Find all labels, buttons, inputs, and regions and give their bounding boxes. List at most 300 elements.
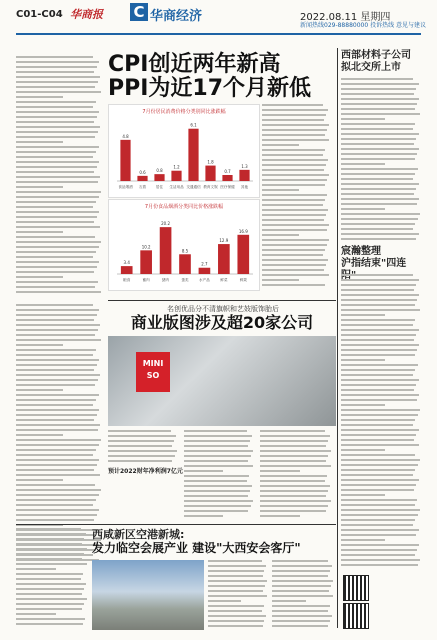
bar [171, 171, 181, 181]
body-text-line [184, 485, 252, 487]
bar [120, 140, 130, 181]
body-text-line [341, 434, 416, 436]
body-text-line [262, 264, 326, 266]
data-label: 4.8 [122, 133, 129, 139]
body-text-line [16, 186, 63, 188]
bar [137, 176, 147, 181]
body-text-line [260, 485, 330, 487]
body-text-line [341, 198, 419, 200]
body-text-line [184, 480, 247, 482]
header-rule [16, 33, 421, 35]
data-label: 1.3 [241, 163, 248, 169]
body-text-line [16, 309, 99, 311]
body-text-line [16, 568, 56, 570]
body-text-line [260, 460, 326, 462]
body-text-line [341, 218, 418, 220]
body-text-line [341, 429, 419, 431]
body-text-line [260, 510, 326, 512]
body-text-line [341, 228, 413, 230]
body-text-line [341, 374, 413, 376]
body-text-line [260, 495, 326, 497]
body-text-line [16, 364, 97, 366]
body-text-line [341, 464, 418, 466]
body-text-line [341, 279, 419, 281]
body-text-line [341, 469, 415, 471]
body-text-line [341, 394, 419, 396]
body-text-line [341, 284, 416, 286]
sidebar-text-2 [341, 274, 421, 569]
body-text-line [262, 124, 329, 126]
body-text-line [272, 600, 306, 602]
body-text-line [260, 440, 328, 442]
body-text-line [341, 524, 413, 526]
body-text-line [16, 489, 101, 491]
sidebar-title-2-line1: 宸瀚整理 [341, 246, 381, 257]
body-text-line [341, 299, 417, 301]
minso-sign [136, 352, 170, 392]
category-label: 交通通信 [186, 185, 201, 189]
body-text-line [16, 141, 63, 143]
bottom-title [92, 528, 332, 556]
body-text-line [16, 538, 84, 540]
body-text-line [16, 389, 63, 391]
feature-body-left [108, 430, 178, 520]
sidebar-title-1 [341, 50, 421, 74]
data-label: 0.8 [156, 168, 163, 174]
body-text-line [184, 515, 223, 517]
body-text-line [16, 384, 95, 386]
body-text-line [341, 439, 414, 441]
feature-subhead: 预计2022财年净利润7亿元 [108, 468, 183, 475]
body-text-line [262, 239, 329, 241]
body-text-line [16, 131, 98, 133]
body-text-line [262, 204, 323, 206]
lead-title-line2: PPI为近17个月新低 [108, 76, 312, 101]
qr-code [343, 575, 369, 601]
body-text-line [260, 500, 331, 502]
body-text-line [341, 188, 416, 190]
body-text-line [184, 495, 248, 497]
body-text-line [341, 389, 414, 391]
data-label: 6.1 [190, 122, 197, 128]
body-text-line [341, 549, 417, 551]
body-text-line [260, 465, 331, 467]
body-text-line [16, 191, 101, 193]
body-text-line [16, 613, 56, 615]
body-text-line [16, 176, 100, 178]
body-text-line [262, 154, 323, 156]
body-text-line [16, 404, 93, 406]
body-text-line [341, 168, 418, 170]
body-text-line [341, 489, 414, 491]
feature-body-right [260, 430, 332, 520]
body-text-line [341, 223, 415, 225]
body-text-line [272, 590, 329, 592]
body-text-line [208, 560, 262, 562]
body-text-line [341, 143, 414, 145]
body-text-line [341, 424, 413, 426]
body-text-line [16, 484, 95, 486]
minso-sign-text: MINI SO [142, 359, 164, 380]
body-text-line [16, 519, 94, 521]
body-text-line [16, 61, 99, 63]
body-text-line [16, 623, 83, 625]
body-text-line [16, 504, 93, 506]
body-text-line [16, 206, 93, 208]
body-text-line [16, 454, 93, 456]
data-label: 0.7 [224, 169, 231, 174]
body-text-line [16, 419, 94, 421]
masthead-logo: 华商报 [70, 8, 103, 21]
body-text-line [262, 159, 328, 161]
body-text-line [341, 193, 414, 195]
sidebar-title-1-line2: 拟北交所上市 [341, 62, 401, 73]
body-text-line [16, 573, 83, 575]
body-text-line [184, 500, 253, 502]
body-text-line [341, 349, 417, 351]
body-text-line [341, 329, 419, 331]
body-text-line [272, 595, 333, 597]
data-label: 1.8 [207, 159, 214, 165]
body-text-line [208, 615, 266, 617]
body-text-line [16, 201, 96, 203]
body-text-line [262, 244, 327, 246]
body-text-line [341, 208, 385, 210]
body-text-line [262, 269, 324, 271]
body-text-line [16, 256, 93, 258]
body-text-line [262, 169, 324, 171]
body-text-line [16, 101, 96, 103]
bar [199, 268, 211, 274]
category-label: 鲜果 [239, 278, 247, 282]
bar [154, 174, 164, 181]
body-text-line [16, 474, 100, 476]
body-text-line [260, 505, 328, 507]
body-text-line [16, 196, 99, 198]
body-text-line [16, 324, 100, 326]
body-text-line [341, 158, 415, 160]
body-text-line [16, 329, 98, 331]
lead-title-line1: CPI创近两年新高 [108, 52, 281, 77]
body-text-line [341, 233, 419, 235]
body-text-line [341, 539, 385, 541]
body-text-line [208, 595, 267, 597]
body-text-line [16, 211, 99, 213]
body-text-line [16, 171, 94, 173]
body-text-line [272, 615, 332, 617]
body-text-line [16, 106, 93, 108]
category-label: 鲜菜 [220, 278, 228, 282]
body-text-line [272, 565, 332, 567]
body-text-line [16, 459, 99, 461]
body-text-line [16, 439, 101, 441]
body-text-line [341, 178, 413, 180]
body-text-line [341, 544, 419, 546]
body-text-line [341, 314, 385, 316]
body-text-line [260, 515, 300, 517]
body-text-line [262, 194, 327, 196]
category-label: 居住 [155, 185, 164, 189]
body-text-line [262, 114, 326, 116]
body-text-line [260, 480, 325, 482]
body-text-line [272, 570, 330, 572]
bar [222, 175, 232, 181]
body-text-line [341, 183, 419, 185]
data-label: 3.4 [123, 260, 130, 266]
body-text-line [341, 78, 413, 80]
body-text-line [16, 66, 97, 68]
body-text-line [262, 229, 327, 231]
body-text-line [262, 249, 325, 251]
body-text-line [262, 189, 299, 191]
body-text-line [184, 455, 251, 457]
body-text-line [341, 529, 419, 531]
body-text-line [16, 304, 93, 306]
body-text-line [16, 424, 100, 426]
body-text-line [341, 494, 385, 496]
body-text-line [262, 119, 324, 121]
body-text-line [341, 459, 420, 461]
body-text-line [272, 580, 333, 582]
body-text-line [341, 98, 419, 100]
body-text-line [341, 359, 385, 361]
body-text-line [184, 510, 248, 512]
body-text-line [16, 494, 99, 496]
feature-body-mid [184, 430, 254, 520]
body-text-line [341, 504, 415, 506]
body-text-line [16, 434, 63, 436]
body-text-line [262, 259, 328, 261]
body-text-line [262, 214, 326, 216]
bottom-title-line1: 西咸新区空港新城: [92, 528, 185, 541]
body-text-line [341, 379, 419, 381]
body-text-line [16, 71, 94, 73]
body-text-line [16, 111, 99, 113]
sidebar-divider [337, 48, 338, 628]
body-text-line [208, 620, 264, 622]
category-label: 其他 [240, 185, 249, 189]
body-text-line [16, 56, 93, 58]
body-text-line [184, 440, 250, 442]
body-text-line [208, 570, 264, 572]
category-label: 水产品 [199, 278, 210, 282]
category-label: 粮食 [123, 278, 131, 282]
body-text-line [262, 139, 329, 141]
body-text-line [108, 450, 177, 452]
body-text-line [16, 429, 98, 431]
body-text-line [16, 464, 97, 466]
body-text-line [208, 590, 263, 592]
body-text-line [341, 274, 413, 276]
issue-date: 2022.08.11 星期四 [300, 12, 391, 23]
body-text-line [341, 309, 420, 311]
bottom-top-rule [16, 524, 336, 525]
body-text-line [16, 231, 63, 233]
body-text-line [16, 166, 97, 168]
body-text-line [262, 219, 324, 221]
body-text-line [16, 618, 85, 620]
body-text-line [262, 224, 329, 226]
body-text-line [16, 81, 98, 83]
body-text-line [262, 149, 325, 151]
body-text-line [16, 379, 98, 381]
body-text-line [341, 123, 415, 125]
body-text-line [262, 234, 299, 236]
body-text-line [16, 91, 101, 93]
category-label: 蛋类 [181, 278, 189, 282]
body-text-line [262, 199, 325, 201]
body-text-line [16, 126, 100, 128]
body-text-line [341, 83, 419, 85]
body-text-line [184, 490, 250, 492]
category-label: 教育文娱 [203, 185, 218, 189]
body-text-line [208, 565, 266, 567]
data-label: 8.5 [181, 248, 189, 254]
body-text-line [341, 364, 418, 366]
data-label: 0.6 [139, 169, 146, 175]
body-text-line [341, 414, 418, 416]
body-text-line [16, 563, 87, 565]
body-text-line [262, 104, 323, 106]
storefront-photo [108, 336, 336, 426]
body-text-line [16, 469, 94, 471]
body-text-line [341, 564, 418, 566]
body-text-line [262, 129, 327, 131]
body-text-line [16, 76, 100, 78]
body-text-line [16, 216, 97, 218]
body-text-line [341, 213, 420, 215]
body-text-line [341, 479, 419, 481]
body-text-line [16, 246, 99, 248]
body-text-line [341, 339, 414, 341]
bottom-mid-text [208, 560, 268, 632]
body-text-line [16, 334, 95, 336]
body-text-line [341, 163, 385, 165]
body-text-line [184, 430, 247, 432]
body-text-line [184, 445, 248, 447]
body-text-line [341, 113, 420, 115]
data-label: 20.2 [161, 221, 171, 227]
bar [179, 254, 191, 274]
body-text-line [341, 334, 416, 336]
data-label: 16.9 [238, 228, 248, 234]
body-text-line [262, 274, 329, 276]
bar [188, 129, 198, 181]
body-text-line [16, 241, 101, 243]
feature-top-rule [108, 300, 336, 301]
body-text-line [341, 118, 385, 120]
body-text-line [16, 399, 96, 401]
body-text-line [341, 454, 415, 456]
body-text-line [341, 474, 413, 476]
section-name: 华商经济 [150, 9, 203, 24]
bottom-right-text [272, 560, 334, 632]
body-text-line [341, 399, 417, 401]
chart-cpi-categories [108, 104, 260, 198]
body-text-line [260, 455, 328, 457]
sidebar-text-1 [341, 78, 421, 243]
body-text-line [16, 339, 101, 341]
body-text-line [16, 499, 96, 501]
body-text-line [341, 203, 417, 205]
body-text-line [341, 519, 415, 521]
body-text-line [16, 608, 82, 610]
body-text-line [341, 133, 419, 135]
body-text-line [272, 585, 331, 587]
body-text-line [16, 509, 99, 511]
body-text-line [16, 181, 98, 183]
body-text-line [260, 470, 300, 472]
body-text-line [16, 593, 82, 595]
body-text-line [262, 109, 328, 111]
body-text-line [16, 479, 63, 481]
body-text-line [341, 354, 415, 356]
category-label: 医疗保健 [220, 185, 235, 189]
body-text-line [341, 173, 415, 175]
body-text-line [16, 603, 84, 605]
body-text-line [341, 319, 415, 321]
body-text-line [184, 505, 251, 507]
body-text-line [341, 409, 420, 411]
body-text-line [262, 284, 325, 286]
body-text-line [16, 291, 101, 293]
body-text-line [16, 151, 96, 153]
body-text-line [16, 558, 82, 560]
body-text-line [16, 271, 94, 273]
body-text-line [262, 184, 325, 186]
body-text-line [16, 276, 63, 278]
feature-title: 商业版图涉及超20家公司 [130, 313, 314, 332]
body-text-line [272, 605, 330, 607]
body-text-line [108, 460, 172, 462]
body-text-line [341, 499, 417, 501]
body-text-line [341, 419, 415, 421]
body-text-line [208, 580, 267, 582]
category-label: 畜肉 [142, 278, 150, 282]
body-text-line [262, 174, 329, 176]
qr-code [343, 603, 369, 629]
body-text-line [341, 444, 419, 446]
body-text-line [272, 620, 330, 622]
body-text-line [341, 128, 413, 130]
body-text-line [16, 449, 96, 451]
body-text-line [341, 384, 416, 386]
body-text-line [341, 534, 416, 536]
body-text-line [16, 583, 86, 585]
body-text-line [16, 533, 86, 535]
body-text-line [272, 625, 328, 627]
venue-photo [92, 560, 204, 630]
body-text-line [260, 475, 327, 477]
sidebar-title-2-line2: 沪指结束"四连 [341, 258, 407, 269]
body-text-line [16, 528, 81, 530]
sidebar-title-1-line1: 西部材料子公司 [341, 50, 411, 61]
body-text-line [341, 289, 414, 291]
body-text-line [16, 588, 84, 590]
body-text-line [341, 304, 415, 306]
body-text-line [16, 354, 93, 356]
body-text-line [16, 369, 94, 371]
category-label: 衣着 [138, 185, 147, 189]
body-text-line [341, 93, 414, 95]
body-text-line [108, 455, 175, 457]
data-label: 1.2 [173, 164, 180, 170]
body-text-line [262, 254, 323, 256]
body-text-line [341, 294, 419, 296]
body-text-line [16, 543, 82, 545]
body-text-line [16, 578, 81, 580]
body-text-line [262, 179, 327, 181]
